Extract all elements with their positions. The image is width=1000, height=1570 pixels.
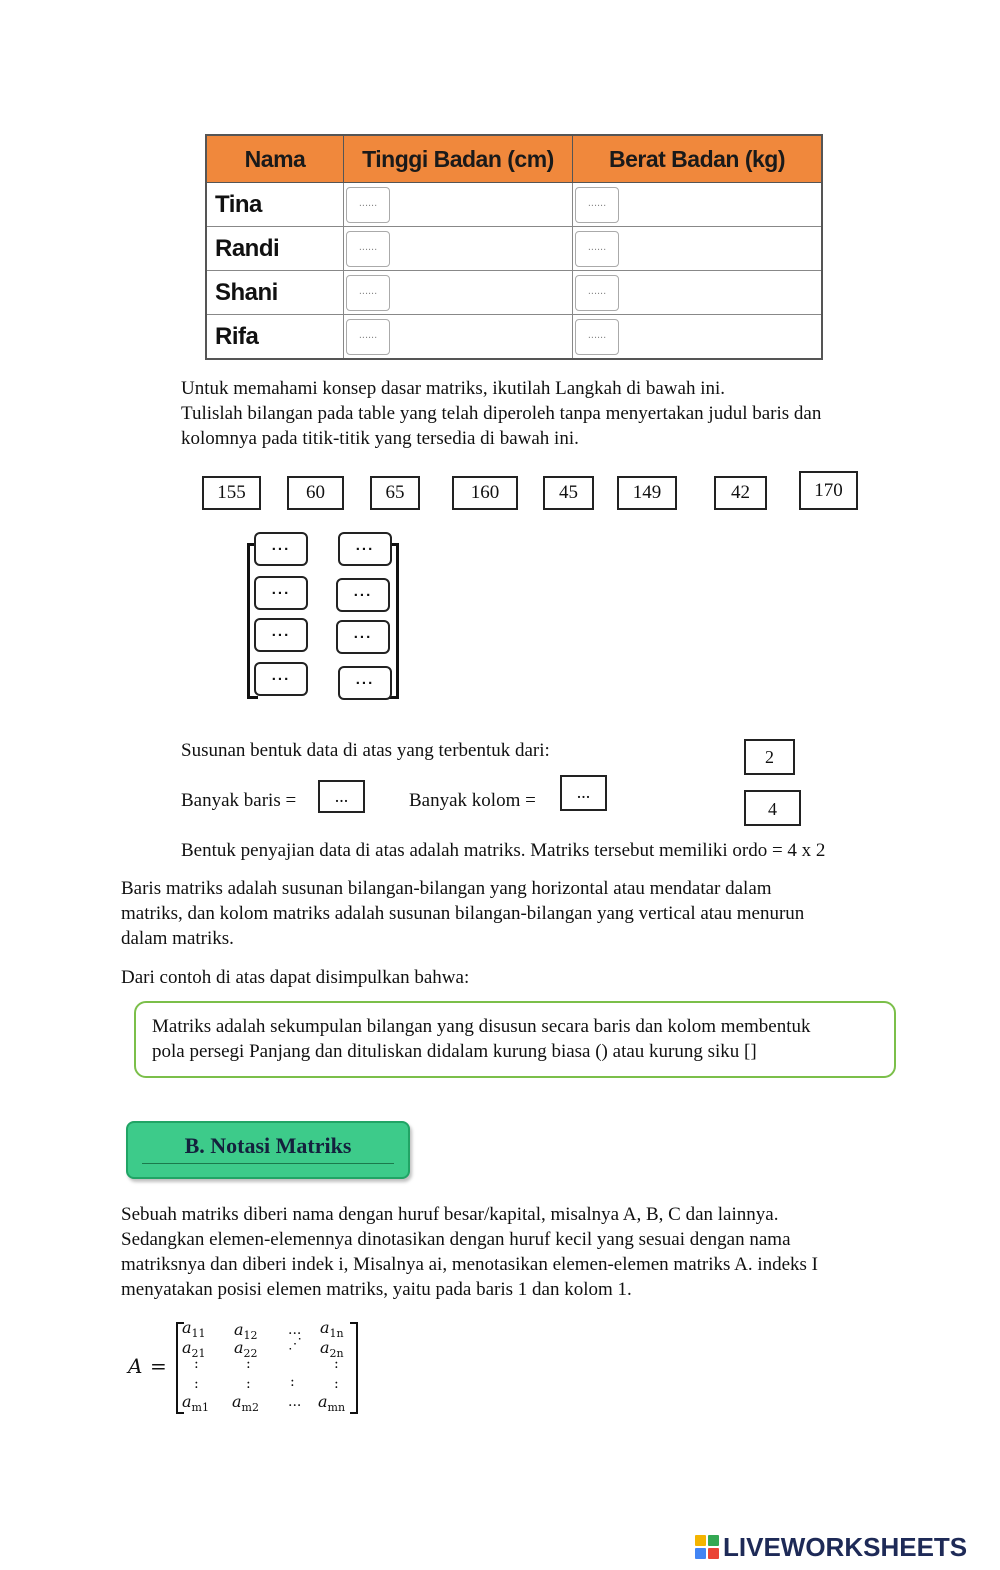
conclusion-line-1: Matriks adalah sekumpulan bilangan yang disusun secara baris dan kolom membentuk xyxy=(152,1016,811,1037)
tinggi-cell xyxy=(344,227,573,271)
tinggi-cell xyxy=(344,183,573,227)
number-chip-65[interactable]: 65 xyxy=(370,476,420,510)
number-chip-149[interactable]: 149 xyxy=(617,476,677,510)
notation-line-3: matriksnya dan diberi indek i, Misalnya ai, menotasikan elemen-elemen matriks A. indeks I xyxy=(121,1254,819,1275)
liveworksheets-logo xyxy=(695,1531,967,1563)
matrix-drop-r2c2[interactable]: ... xyxy=(336,578,390,612)
element-a22: $a_{22}$ xyxy=(234,1338,258,1361)
answer-chip-2[interactable]: 2 xyxy=(744,739,795,775)
number-chip-60[interactable]: 60 xyxy=(287,476,344,510)
notation-line-1: Sebuah matriks diberi nama dengan huruf besar/kapital, misalnya A, B, C dan lainnya. xyxy=(121,1204,779,1225)
col-ellipsis: : xyxy=(246,1376,251,1392)
heading-underline xyxy=(142,1163,394,1164)
col-ellipsis: : xyxy=(194,1356,199,1372)
tinggi-cell xyxy=(344,315,573,360)
matrix-drop-r4c1[interactable]: ... xyxy=(254,662,308,696)
berat-input[interactable]: ...... xyxy=(575,187,619,223)
logo-text: LIVEWORKSHEETS xyxy=(723,1531,968,1562)
col-ellipsis: : xyxy=(334,1376,339,1392)
table-row xyxy=(206,315,822,360)
col-ellipsis: : xyxy=(290,1374,295,1390)
tinggi-input[interactable]: ...... xyxy=(346,231,390,267)
row-name: Randi xyxy=(206,227,344,271)
matrix-drop-r3c1[interactable]: ... xyxy=(254,618,308,652)
element-a21: $a_{21}$ xyxy=(182,1338,206,1361)
instruction-line-3: kolomnya pada titik-titik yang tersedia di bawah ini. xyxy=(181,428,579,449)
col-ellipsis: : xyxy=(334,1356,339,1372)
header-nama: Nama xyxy=(206,135,344,183)
row-name: Rifa xyxy=(206,315,344,360)
matrix-right-bracket xyxy=(350,1322,358,1414)
kolom-label: Banyak kolom = xyxy=(409,790,536,811)
tinggi-input[interactable]: ...... xyxy=(346,319,390,355)
susunan-text: Susunan bentuk data di atas yang terbentuk dari: xyxy=(181,740,550,761)
header-tinggi: Tinggi Badan (cm) xyxy=(344,135,573,183)
berat-cell xyxy=(573,271,823,315)
row-ellipsis: ... xyxy=(288,1322,302,1338)
matrix-drop-r2c1[interactable]: ... xyxy=(254,576,308,610)
table-header-row xyxy=(206,135,822,183)
instruction-line-2: Tulislah bilangan pada table yang telah diperoleh tanpa menyertakan judul baris dan xyxy=(181,403,822,424)
ordo-text: Bentuk penyajian data di atas adalah matriks. Matriks tersebut memiliki ordo = 4 x 2 xyxy=(181,840,826,861)
tinggi-input[interactable]: ...... xyxy=(346,187,390,223)
tinggi-cell xyxy=(344,271,573,315)
berat-cell xyxy=(573,183,823,227)
matrix-drop-r1c2[interactable]: ... xyxy=(338,532,392,566)
section-heading xyxy=(126,1121,410,1179)
notation-line-4: menyatakan posisi elemen matriks, yaitu pada baris 1 dan kolom 1. xyxy=(121,1279,632,1300)
baris-drop[interactable]: ... xyxy=(318,780,365,813)
element-a2n: $a_{2n}$ xyxy=(320,1338,344,1361)
number-chip-155[interactable]: 155 xyxy=(202,476,261,510)
definition-line-3: dalam matriks. xyxy=(121,928,234,949)
berat-input[interactable]: ...... xyxy=(575,231,619,267)
element-am2: $a_{m2}$ xyxy=(232,1392,259,1415)
element-a11: $a_{11}$ xyxy=(182,1318,206,1341)
logo-mark-icon xyxy=(695,1535,719,1559)
number-chip-45[interactable]: 45 xyxy=(543,476,594,510)
number-chip-170[interactable]: 170 xyxy=(799,471,858,510)
data-table xyxy=(205,134,823,360)
answer-chip-4[interactable]: 4 xyxy=(744,790,801,826)
kolom-drop[interactable]: ... xyxy=(560,775,607,811)
berat-cell xyxy=(573,227,823,271)
row-name: Tina xyxy=(206,183,344,227)
tinggi-input[interactable]: ...... xyxy=(346,275,390,311)
row-ellipsis: ... xyxy=(288,1394,302,1410)
row-name: Shani xyxy=(206,271,344,315)
conclusion-intro: Dari contoh di atas dapat disimpulkan bahwa: xyxy=(121,967,470,988)
notation-line-2: Sedangkan elemen-elemennya dinotasikan dengan huruf kecil yang sesuai dengan nama xyxy=(121,1229,791,1250)
number-chip-160[interactable]: 160 xyxy=(452,476,518,510)
diag-ellipsis: ⋰ xyxy=(288,1336,302,1352)
conclusion-line-2: pola persegi Panjang dan dituliskan didalam kurung biasa () atau kurung siku [] xyxy=(152,1041,757,1062)
matrix-drop-r3c2[interactable]: ... xyxy=(336,620,390,654)
table-row xyxy=(206,183,822,227)
element-a1n: $a_{1n}$ xyxy=(320,1318,344,1341)
definition-line-1: Baris matriks adalah susunan bilangan-bilangan yang horizontal atau mendatar dalam xyxy=(121,878,772,899)
matrix-drop-r4c2[interactable]: ... xyxy=(338,666,392,700)
col-ellipsis: : xyxy=(194,1376,199,1392)
baris-label: Banyak baris = xyxy=(181,790,297,811)
section-heading-text: B. Notasi Matriks xyxy=(184,1133,352,1158)
table-row xyxy=(206,271,822,315)
general-matrix xyxy=(128,1318,368,1418)
col-ellipsis: : xyxy=(246,1356,251,1372)
equals-sign: = xyxy=(150,1354,167,1378)
number-chip-42[interactable]: 42 xyxy=(714,476,767,510)
berat-cell xyxy=(573,315,823,360)
element-a12: $a_{12}$ xyxy=(234,1320,258,1343)
matrix-name: A xyxy=(128,1354,143,1378)
instruction-line-1: Untuk memahami konsep dasar matriks, ikutilah Langkah di bawah ini. xyxy=(181,378,726,399)
definition-line-2: matriks, dan kolom matriks adalah susunan bilangan-bilangan yang vertical atau menurun xyxy=(121,903,805,924)
element-am1: $a_{m1}$ xyxy=(182,1392,209,1415)
element-amn: $a_{mn}$ xyxy=(318,1392,346,1415)
berat-input[interactable]: ...... xyxy=(575,319,619,355)
header-berat: Berat Badan (kg) xyxy=(573,135,823,183)
matrix-drop-r1c1[interactable]: ... xyxy=(254,532,308,566)
conclusion-box xyxy=(134,1001,896,1078)
table-row xyxy=(206,227,822,271)
berat-input[interactable]: ...... xyxy=(575,275,619,311)
